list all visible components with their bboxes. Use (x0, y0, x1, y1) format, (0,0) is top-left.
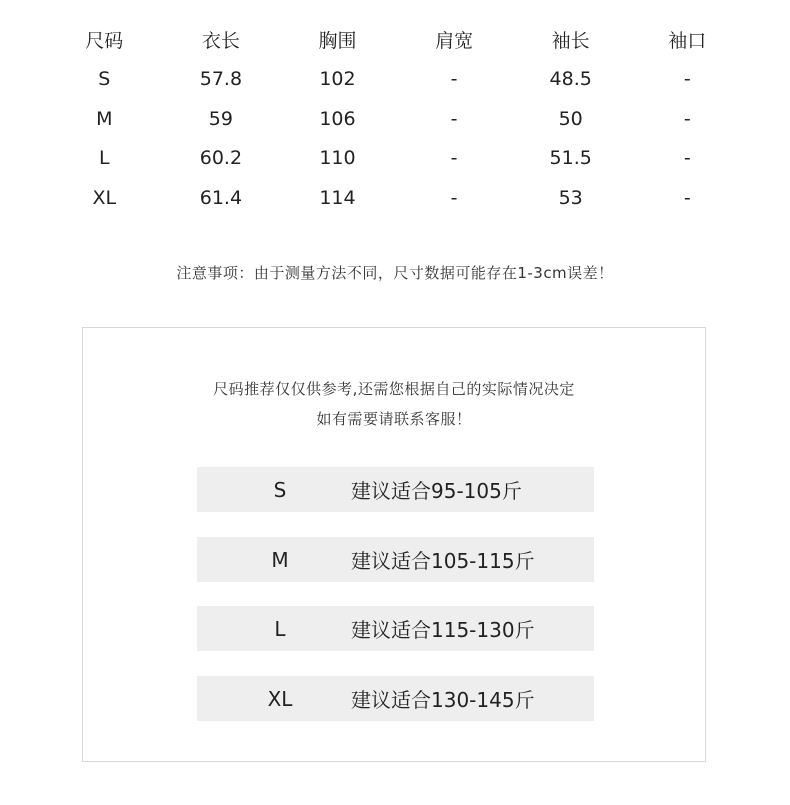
table-cell: - (683, 68, 691, 91)
recommendation-row-m (197, 537, 594, 582)
recommendation-size: M (271, 547, 289, 572)
table-cell: - (683, 147, 691, 170)
recommendation-size: S (273, 477, 287, 502)
recommendation-weight: 建议适合95-105斤 (351, 479, 522, 503)
measurement-note: 注意事项：由于测量方法不同，尺寸数据可能存在1-3cm误差！ (176, 264, 614, 282)
header-cell-chest: 胸围 (318, 30, 357, 53)
table-cell: - (450, 186, 458, 209)
recommendation-row-s (197, 467, 594, 512)
table-cell: 57.8 (199, 68, 243, 91)
size-table (46, 20, 746, 218)
table-row (46, 178, 746, 218)
table-cell: 110 (319, 147, 356, 170)
table-cell: - (450, 68, 458, 91)
table-row (46, 60, 746, 100)
table-cell: - (683, 186, 691, 209)
table-cell: 53 (558, 186, 583, 209)
recommendation-weight: 建议适合130-145斤 (351, 688, 535, 712)
table-cell: 50 (558, 107, 583, 130)
table-cell: 102 (319, 68, 356, 91)
table-cell: - (683, 107, 691, 130)
table-cell: 61.4 (199, 186, 243, 209)
table-cell: - (450, 107, 458, 130)
header-cell-length: 衣长 (201, 30, 240, 53)
table-row (46, 139, 746, 179)
table-cell: 51.5 (549, 147, 592, 170)
header-cell-sleeve: 袖长 (551, 30, 590, 53)
table-cell: L (99, 147, 110, 170)
table-cell: 114 (319, 186, 356, 209)
contact-service-note: 如有需要请联系客服！ (316, 410, 472, 428)
size-recommendation-panel (82, 327, 706, 762)
header-cell-size: 尺码 (85, 30, 124, 53)
table-cell: 60.2 (199, 147, 243, 170)
table-cell: 59 (208, 107, 233, 130)
header-cell-shoulder: 肩宽 (435, 30, 474, 53)
table-cell: XL (92, 186, 117, 209)
table-cell: M (96, 107, 113, 130)
recommendation-row-l (197, 606, 594, 651)
recommendation-size: XL (267, 686, 293, 711)
table-cell: 48.5 (549, 68, 592, 91)
recommendation-disclaimer: 尺码推荐仅仅供参考,还需您根据自己的实际情况决定 (213, 380, 575, 398)
recommendation-weight: 建议适合105-115斤 (351, 549, 535, 573)
table-row (46, 99, 746, 139)
table-cell: - (450, 147, 458, 170)
table-header-row (46, 20, 746, 60)
recommendation-weight: 建议适合115-130斤 (351, 618, 535, 642)
recommendation-size: L (274, 616, 286, 641)
header-cell-cuff: 袖口 (668, 30, 707, 53)
table-cell: S (98, 68, 111, 91)
recommendation-row-xl (197, 676, 594, 721)
table-cell: 106 (319, 107, 356, 130)
